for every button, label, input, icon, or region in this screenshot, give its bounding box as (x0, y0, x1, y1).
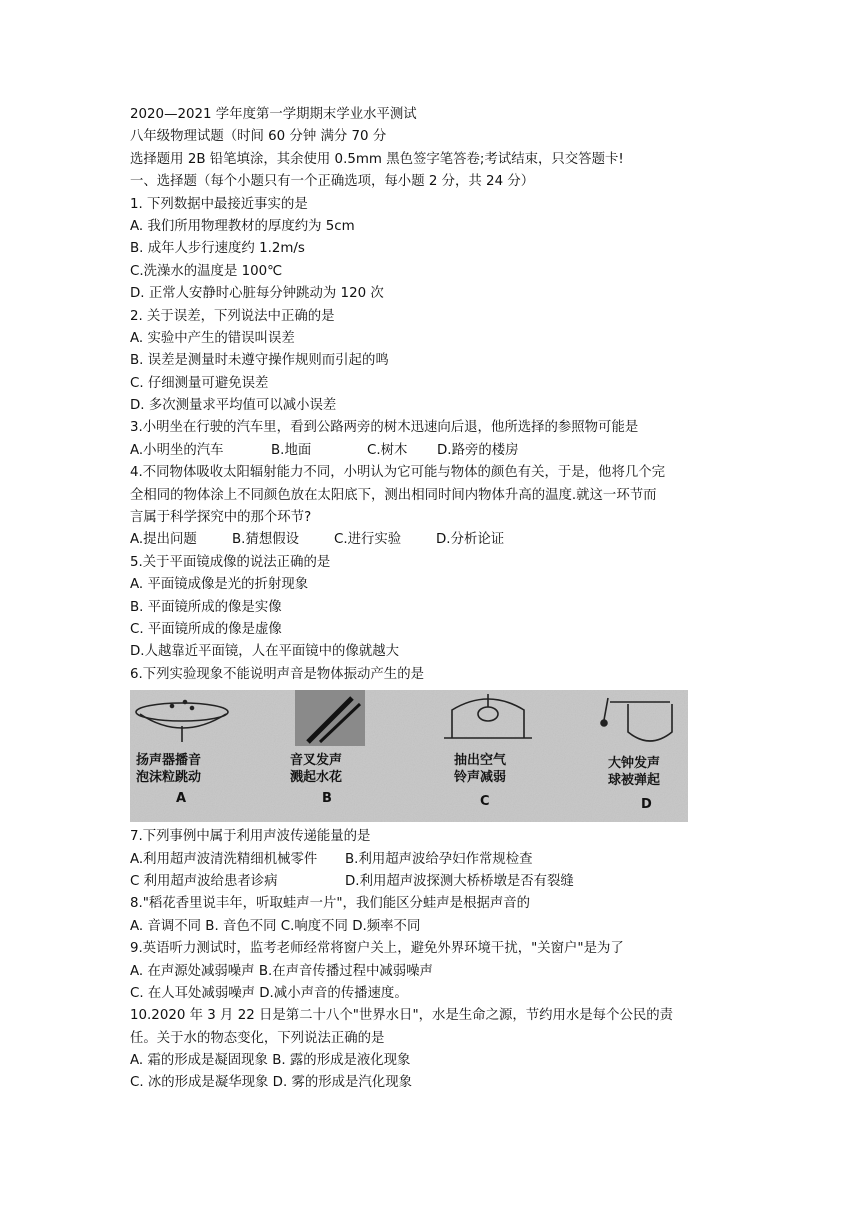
figure-caption-c: 抽出空气 铃声减弱 (454, 753, 507, 786)
question-1-option-a: A. 我们所用物理教材的厚度约为 5cm (130, 218, 355, 234)
question-4-option-a: A.提出问题 (130, 532, 197, 548)
question-3-option-b: B.地面 (271, 442, 312, 458)
question-6-stem: 6.下列实验现象不能说明声音是物体振动产生的是 (130, 666, 424, 682)
question-8-stem: 8."稻花香里说丰年，听取蛙声一片"，我们能区分蛙声是根据声音的 (130, 896, 531, 912)
question-4-options (130, 529, 730, 551)
question-7-option-d: D.利用超声波探测大桥桥墩是否有裂缝 (345, 873, 574, 889)
question-7-options-row-1 (130, 849, 730, 871)
figure-letter-c: C (480, 794, 490, 810)
tuning-fork-icon (295, 690, 365, 746)
question-7-options-row-2 (130, 871, 730, 893)
exam-page (130, 104, 730, 1095)
question-3-options (130, 440, 730, 462)
exam-subtitle: 八年级物理试题（时间 60 分钟 满分 70 分 (130, 129, 387, 145)
section-heading: 一、选择题（每个小题只有一个正确选项，每小题 2 分，共 24 分） (130, 174, 535, 190)
question-2-stem: 2. 关于误差，下列说法中正确的是 (130, 308, 335, 324)
question-4-stem-line-3: 言属于科学探究中的那个环节? (130, 510, 312, 526)
question-10-options-row-1: A. 霜的形成是凝固现象 B. 露的形成是液化现象 (130, 1053, 411, 1069)
question-5-option-c: C. 平面镜所成的像是虚像 (130, 621, 282, 637)
figure-caption-b: 音叉发声 溅起水花 (290, 753, 343, 786)
exam-title: 2020—2021 学年度第一学期期末学业水平测试 (130, 107, 417, 122)
figure-letter-d: D (641, 797, 652, 813)
question-7-stem: 7.下列事例中属于利用声波传递能量的是 (130, 829, 371, 845)
question-2-option-a: A. 实验中产生的错误叫误差 (130, 330, 295, 346)
question-10-options-row-2: C. 冰的形成是凝华现象 D. 雾的形成是汽化现象 (130, 1075, 412, 1091)
question-4-option-b: B.猜想假设 (232, 532, 300, 548)
question-4-option-d: D.分析论证 (436, 532, 505, 548)
question-5-option-a: A. 平面镜成像是光的折射现象 (130, 577, 309, 593)
question-6-figure (130, 690, 688, 822)
exam-instructions: 选择题用 2B 铅笔填涂，其余使用 0.5mm 黑色签字笔答卷;考试结束，只交答题卡! (130, 151, 624, 167)
question-3-stem: 3.小明坐在行驶的汽车里，看到公路两旁的树木迅速向后退，他所选择的参照物可能是 (130, 420, 639, 436)
question-2-option-c: C. 仔细测量可避免误差 (130, 375, 269, 391)
question-7-option-b: B.利用超声波给孕妇作常规检查 (345, 851, 533, 867)
figure-caption-d: 大钟发声 球被弹起 (608, 756, 661, 789)
question-4-option-c: C.进行实验 (334, 532, 402, 548)
question-5-option-d: D.人越靠近平面镜，人在平面镜中的像就越大 (130, 644, 399, 660)
question-3-option-a: A.小明坐的汽车 (130, 442, 224, 458)
question-2-option-d: D. 多次测量求平均值可以减小误差 (130, 398, 337, 414)
question-1-stem: 1. 下列数据中最接近事实的是 (130, 196, 308, 212)
question-3-option-c: C.树木 (367, 442, 408, 458)
question-7-option-a: A.利用超声波清洗精细机械零件 (130, 851, 318, 867)
question-9-stem: 9.英语听力测试时，监考老师经常将窗户关上，避免外界环境干扰，"关窗户"是为了 (130, 941, 624, 957)
question-4-stem-line-2: 全相同的物体涂上不同颜色放在太阳底下，测出相同时间内物体升高的温度.就这一环节而 (130, 487, 657, 503)
question-2-option-b: B. 误差是测量时未遵守操作规则而引起的鸣 (130, 353, 389, 369)
question-9-options-row-2: C. 在人耳处减弱噪声 D.减小声音的传播速度。 (130, 985, 408, 1001)
question-7-option-c: C 利用超声波给患者诊病 (130, 873, 278, 889)
question-1-option-d: D. 正常人安静时心脏每分钟跳动为 120 次 (130, 286, 384, 302)
question-8-options: A. 音调不同 B. 音色不同 C.响度不同 D.频率不同 (130, 918, 421, 934)
figure-caption-a: 扬声器播音 泡沫粒跳动 (136, 753, 202, 786)
question-9-options-row-1: A. 在声源处减弱噪声 B.在声音传播过程中减弱噪声 (130, 963, 433, 979)
figure-illustrations (130, 690, 688, 822)
question-1-option-b: B. 成年人步行速度约 1.2m/s (130, 241, 305, 257)
question-5-stem: 5.关于平面镜成像的说法正确的是 (130, 554, 331, 570)
question-1-option-c: C.洗澡水的温度是 100℃ (130, 263, 283, 279)
question-10-stem-line-2: 任。关于水的物态变化，下列说法正确的是 (130, 1030, 385, 1046)
figure-letter-b: B (322, 791, 332, 807)
question-3-option-d: D.路旁的楼房 (437, 442, 519, 458)
figure-letter-a: A (176, 791, 187, 807)
question-4-stem-line-1: 4.不同物体吸收太阳辐射能力不同，小明认为它可能与物体的颜色有关，于是，他将几个完 (130, 465, 666, 481)
question-5-option-b: B. 平面镜所成的像是实像 (130, 599, 282, 615)
question-10-stem-line-1: 10.2020 年 3 月 22 日是第二十八个"世界水日"，水是生命之源，节约用水是每个公民的责 (130, 1008, 674, 1024)
